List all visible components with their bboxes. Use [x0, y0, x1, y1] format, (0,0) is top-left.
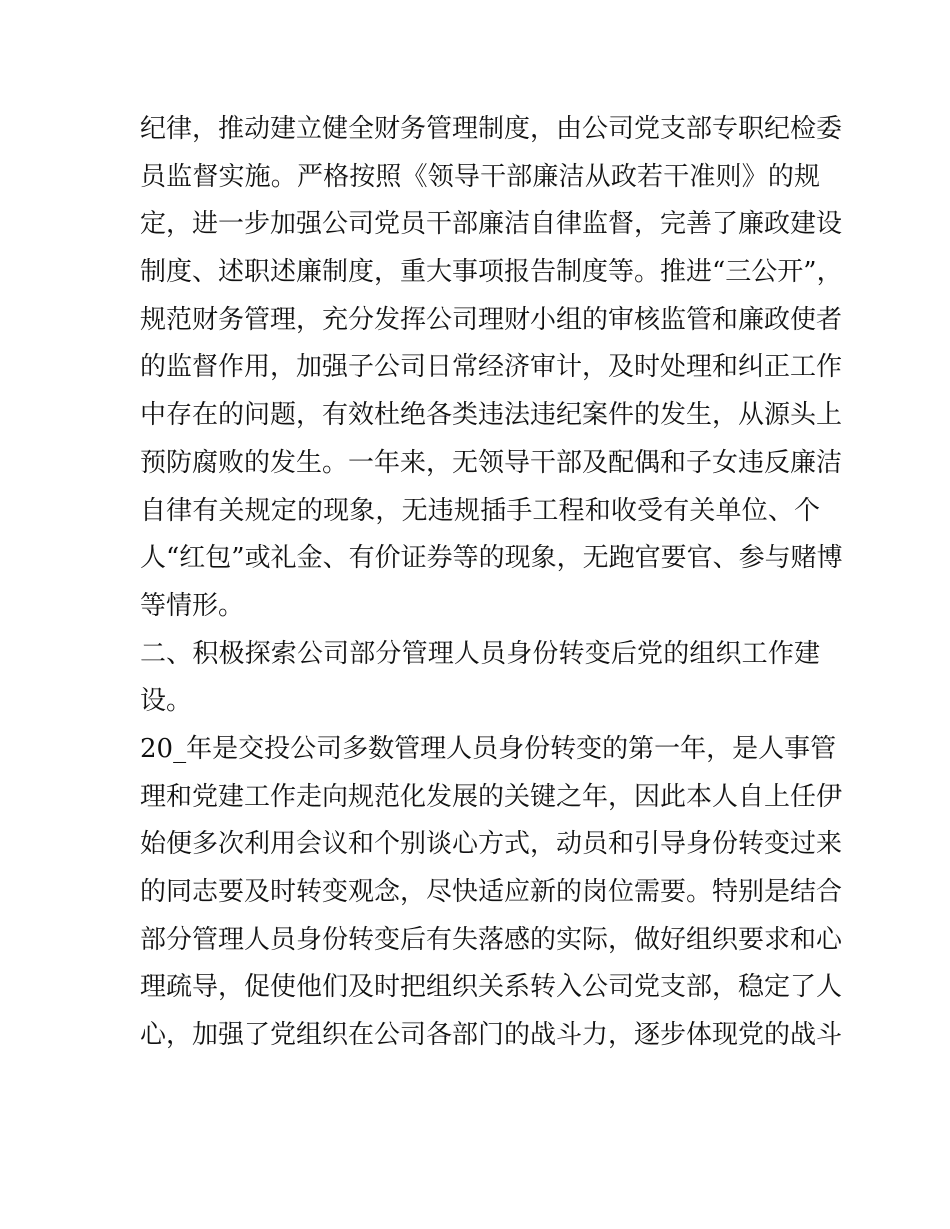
text-line: 心，加强了党组织在公司各部门的战斗力，逐步体现党的战斗 — [140, 1020, 843, 1051]
text-line: 中存在的问题，有效杜绝各类违法违纪案件的发生，从源头上 — [140, 400, 843, 431]
section-heading-line: 设。 — [140, 686, 193, 717]
text-line: 定，进一步加强公司党员干部廉洁自律监督，完善了廉政建设 — [140, 209, 843, 240]
text-line: 制度、述职述廉制度，重大事项报告制度等。推进“三公开”， — [140, 257, 843, 288]
text-line: 的同志要及时转变观念，尽快适应新的岗位需要。特别是结合 — [140, 877, 843, 907]
text-line: 纪律，推动建立健全财务管理制度，由公司党支部专职纪检委 — [140, 114, 843, 144]
text-line: 的监督作用，加强子公司日常经济审计，及时处理和纠正工作 — [140, 352, 843, 383]
text-line: 人“红包”或礼金、有价证券等的现象，无跑官要官、参与赌博 — [140, 543, 843, 574]
text-line: 员监督实施。严格按照《领导干部廉洁从政若干准则》的规 — [140, 161, 820, 192]
section-heading-line: 二、积极探索公司部分管理人员身份转变后党的组织工作建 — [140, 638, 820, 669]
text-line: 理疏导，促使他们及时把组织关系转入公司党支部，稳定了人 — [140, 972, 843, 1003]
text-line: 预防腐败的发生。一年来，无领导干部及配偶和子女违反廉洁 — [140, 447, 843, 478]
text-line: 20_年是交投公司多数管理人员身份转变的第一年，是人事管 — [140, 733, 837, 764]
text-line: 始便多次利用会议和个别谈心方式，动员和引导身份转变过来 — [140, 829, 843, 860]
text-line: 理和党建工作走向规范化发展的关键之年，因此本人自上任伊 — [140, 781, 843, 812]
text-line: 规范财务管理，充分发挥公司理财小组的审核监管和廉政使者 — [140, 304, 843, 335]
document-body — [140, 106, 843, 1060]
text-line: 等情形。 — [140, 590, 245, 621]
text-line: 自律有关规定的现象，无违规插手工程和收受有关单位、个 — [140, 495, 820, 526]
text-line: 部分管理人员身份转变后有失落感的实际，做好组织要求和心 — [140, 924, 843, 955]
